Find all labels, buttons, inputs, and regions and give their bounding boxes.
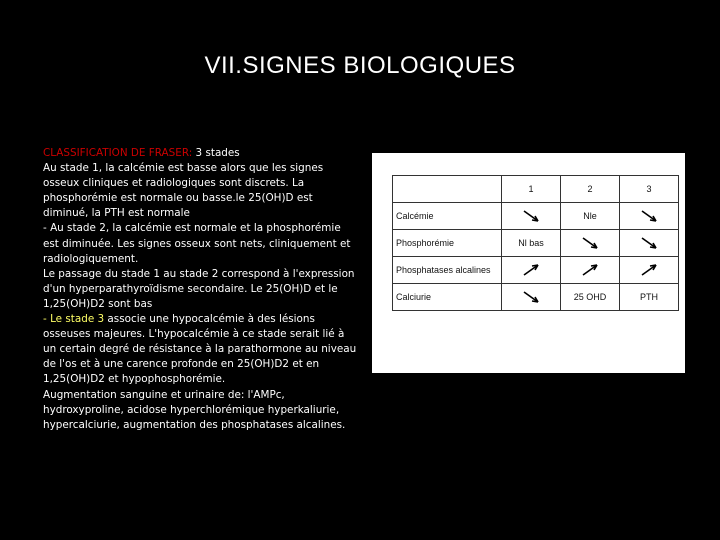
table-header-stage3: 3 <box>620 176 679 203</box>
table-row-label: Calcémie <box>393 203 502 230</box>
table-corner-cell <box>393 176 502 203</box>
table-body <box>393 203 679 311</box>
arrow-down-right-icon <box>620 203 679 230</box>
stage2-label: Au stade 2 <box>50 222 106 235</box>
table-row <box>393 257 679 284</box>
table-row <box>393 203 679 230</box>
classification-table-image <box>372 153 685 373</box>
table-header-stage1: 1 <box>502 176 561 203</box>
table-header-stage2: 2 <box>561 176 620 203</box>
urinary-paragraph: Augmentation sanguine et urinaire de: l'AMPc, hydroxyproline, acidose hyperchlorémique hyperkaliurie, hypercalciurie, augmentation des phosphatases alcalines. <box>43 388 346 431</box>
table-row <box>393 284 679 311</box>
table-cell-text: Nle <box>561 203 620 230</box>
table-cell-text: Nl bas <box>502 230 561 257</box>
table-cell-text: 25 OHD <box>561 284 620 311</box>
table-row-label: Phosphatases alcalines <box>393 257 502 284</box>
stage3-label: Le stade 3 <box>50 313 105 326</box>
stage3-prefix: - <box>43 313 51 326</box>
arrow-up-right-icon <box>620 257 679 284</box>
stage1-text: , la calcémie est basse alors que les signes osseux cliniques et radiologiques sont discrets. La phosphorémie est normale ou basse.le 25(OH)D est diminué, la PTH est normale <box>43 162 324 220</box>
arrow-down-right-icon <box>620 230 679 257</box>
table-cell-text: PTH <box>620 284 679 311</box>
slide-title: VII.SIGNES BIOLOGIQUES <box>204 52 516 79</box>
arrow-down-right-icon <box>502 203 561 230</box>
stage2-paragraph <box>43 221 358 266</box>
arrow-down-right-icon <box>561 230 620 257</box>
stage1-paragraph <box>43 161 358 221</box>
body-text <box>43 146 358 433</box>
stage3-text: associe une hypocalcémie à des lésions osseuses majeures. L'hypocalcémie à ce stade serait lié à un certain degré de résistance à la parathormone au niveau de l'os et à une carence profonde en 25(OH)D2 et en 1,25(OH)D2 et hypophosphorémie. <box>43 313 357 386</box>
classification-paragraph <box>43 146 358 161</box>
table-row <box>393 230 679 257</box>
arrow-down-right-icon <box>502 284 561 311</box>
table-row-label: Phosphorémie <box>393 230 502 257</box>
stage2-prefix: - <box>43 222 51 235</box>
arrow-up-right-icon <box>561 257 620 284</box>
transition-paragraph: Le passage du stade 1 au stade 2 correspond à l'expression d'un hyperparathyroïdisme secondaire. Le 25(OH)D et le 1,25(OH)D2 sont bas <box>43 267 355 310</box>
table-row-label: Calciurie <box>393 284 502 311</box>
classification-table <box>392 175 679 311</box>
table-header-row <box>393 176 679 203</box>
classification-heading: CLASSIFICATION DE FRASER: <box>43 147 193 159</box>
classification-heading-rest: 3 stades <box>192 147 240 159</box>
stage1-label: Au stade 1 <box>43 162 99 175</box>
arrow-up-right-icon <box>502 257 561 284</box>
stage2-text: , la calcémie est normale et la phosphorémie est diminuée. Les signes osseux sont nets, cliniquement et radiologiquement. <box>43 222 351 265</box>
stage3-paragraph <box>43 312 358 387</box>
